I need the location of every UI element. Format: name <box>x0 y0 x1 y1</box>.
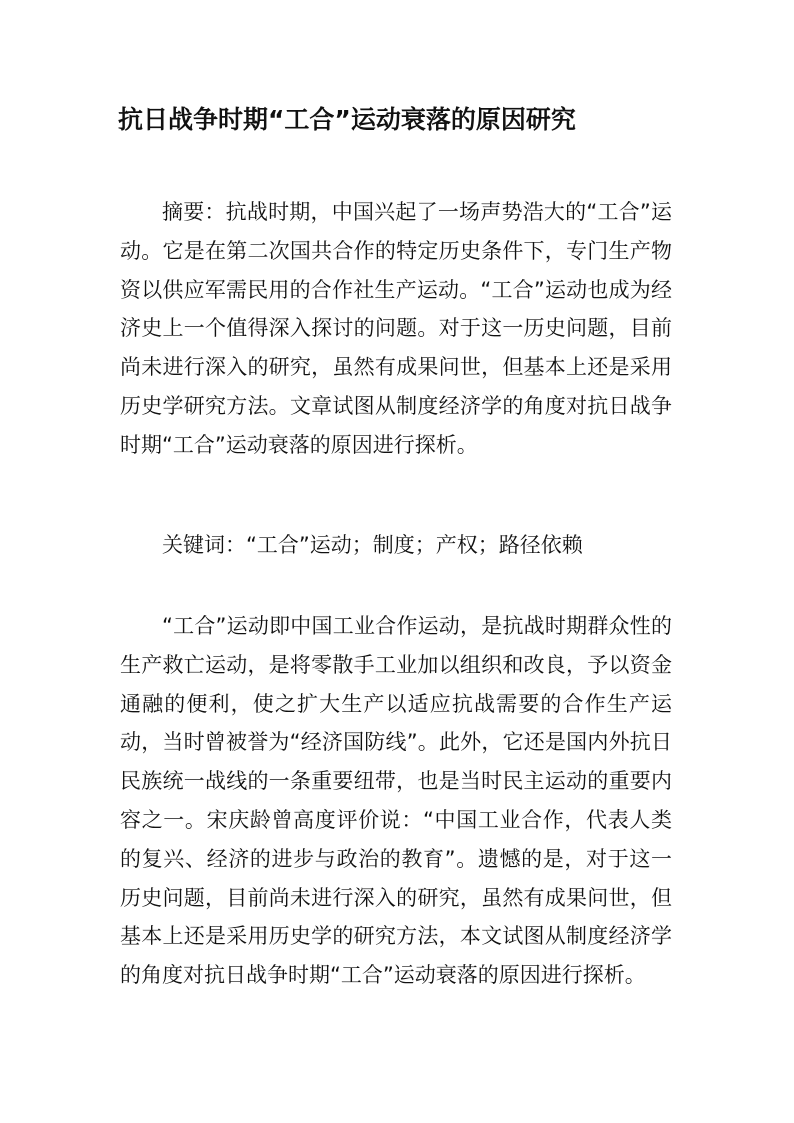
keywords-line: 关键词：“工合”运动；制度；产权；路径依赖 <box>162 533 583 557</box>
abstract-paragraph: 摘要：抗战时期，中国兴起了一场声势浩大的“工合”运动。它是在第二次国共合作的特定历史条件下，专门生产物资以供应军需民用的合作社生产运动。“工合”运动也成为经济史上一个值得深入探讨的问题。对于这一历史问题，目前尚未进行深入的研究，虽然有成果问世，但基本上还是采用历史学研究方法。文章试图从制度经济学的角度对抗日战争时期“工合”运动衰落的原因进行探析。 <box>120 200 672 457</box>
body-paragraph: “工合”运动即中国工业合作运动，是抗战时期群众性的生产救亡运动，是将零散手工业加以组织和改良，予以资金通融的便利，使之扩大生产以适应抗战需要的合作生产运动，当时曾被誉为“经济国防线”。此外，它还是国内外抗日民族统一战线的一条重要纽带，也是当时民主运动的重要内容之一。宋庆龄曾高度评价说：“中国工业合作，代表人类的复兴、经济的进步与政治的教育”。遗憾的是，对于这一历史问题，目前尚未进行深入的研究，虽然有成果问世，但基本上还是采用历史学的研究方法，本文试图从制度经济学的角度对抗日战争时期“工合”运动衰落的原因进行探析。 <box>120 614 672 988</box>
document-title: 抗日战争时期“工合”运动衰落的原因研究 <box>118 105 576 134</box>
